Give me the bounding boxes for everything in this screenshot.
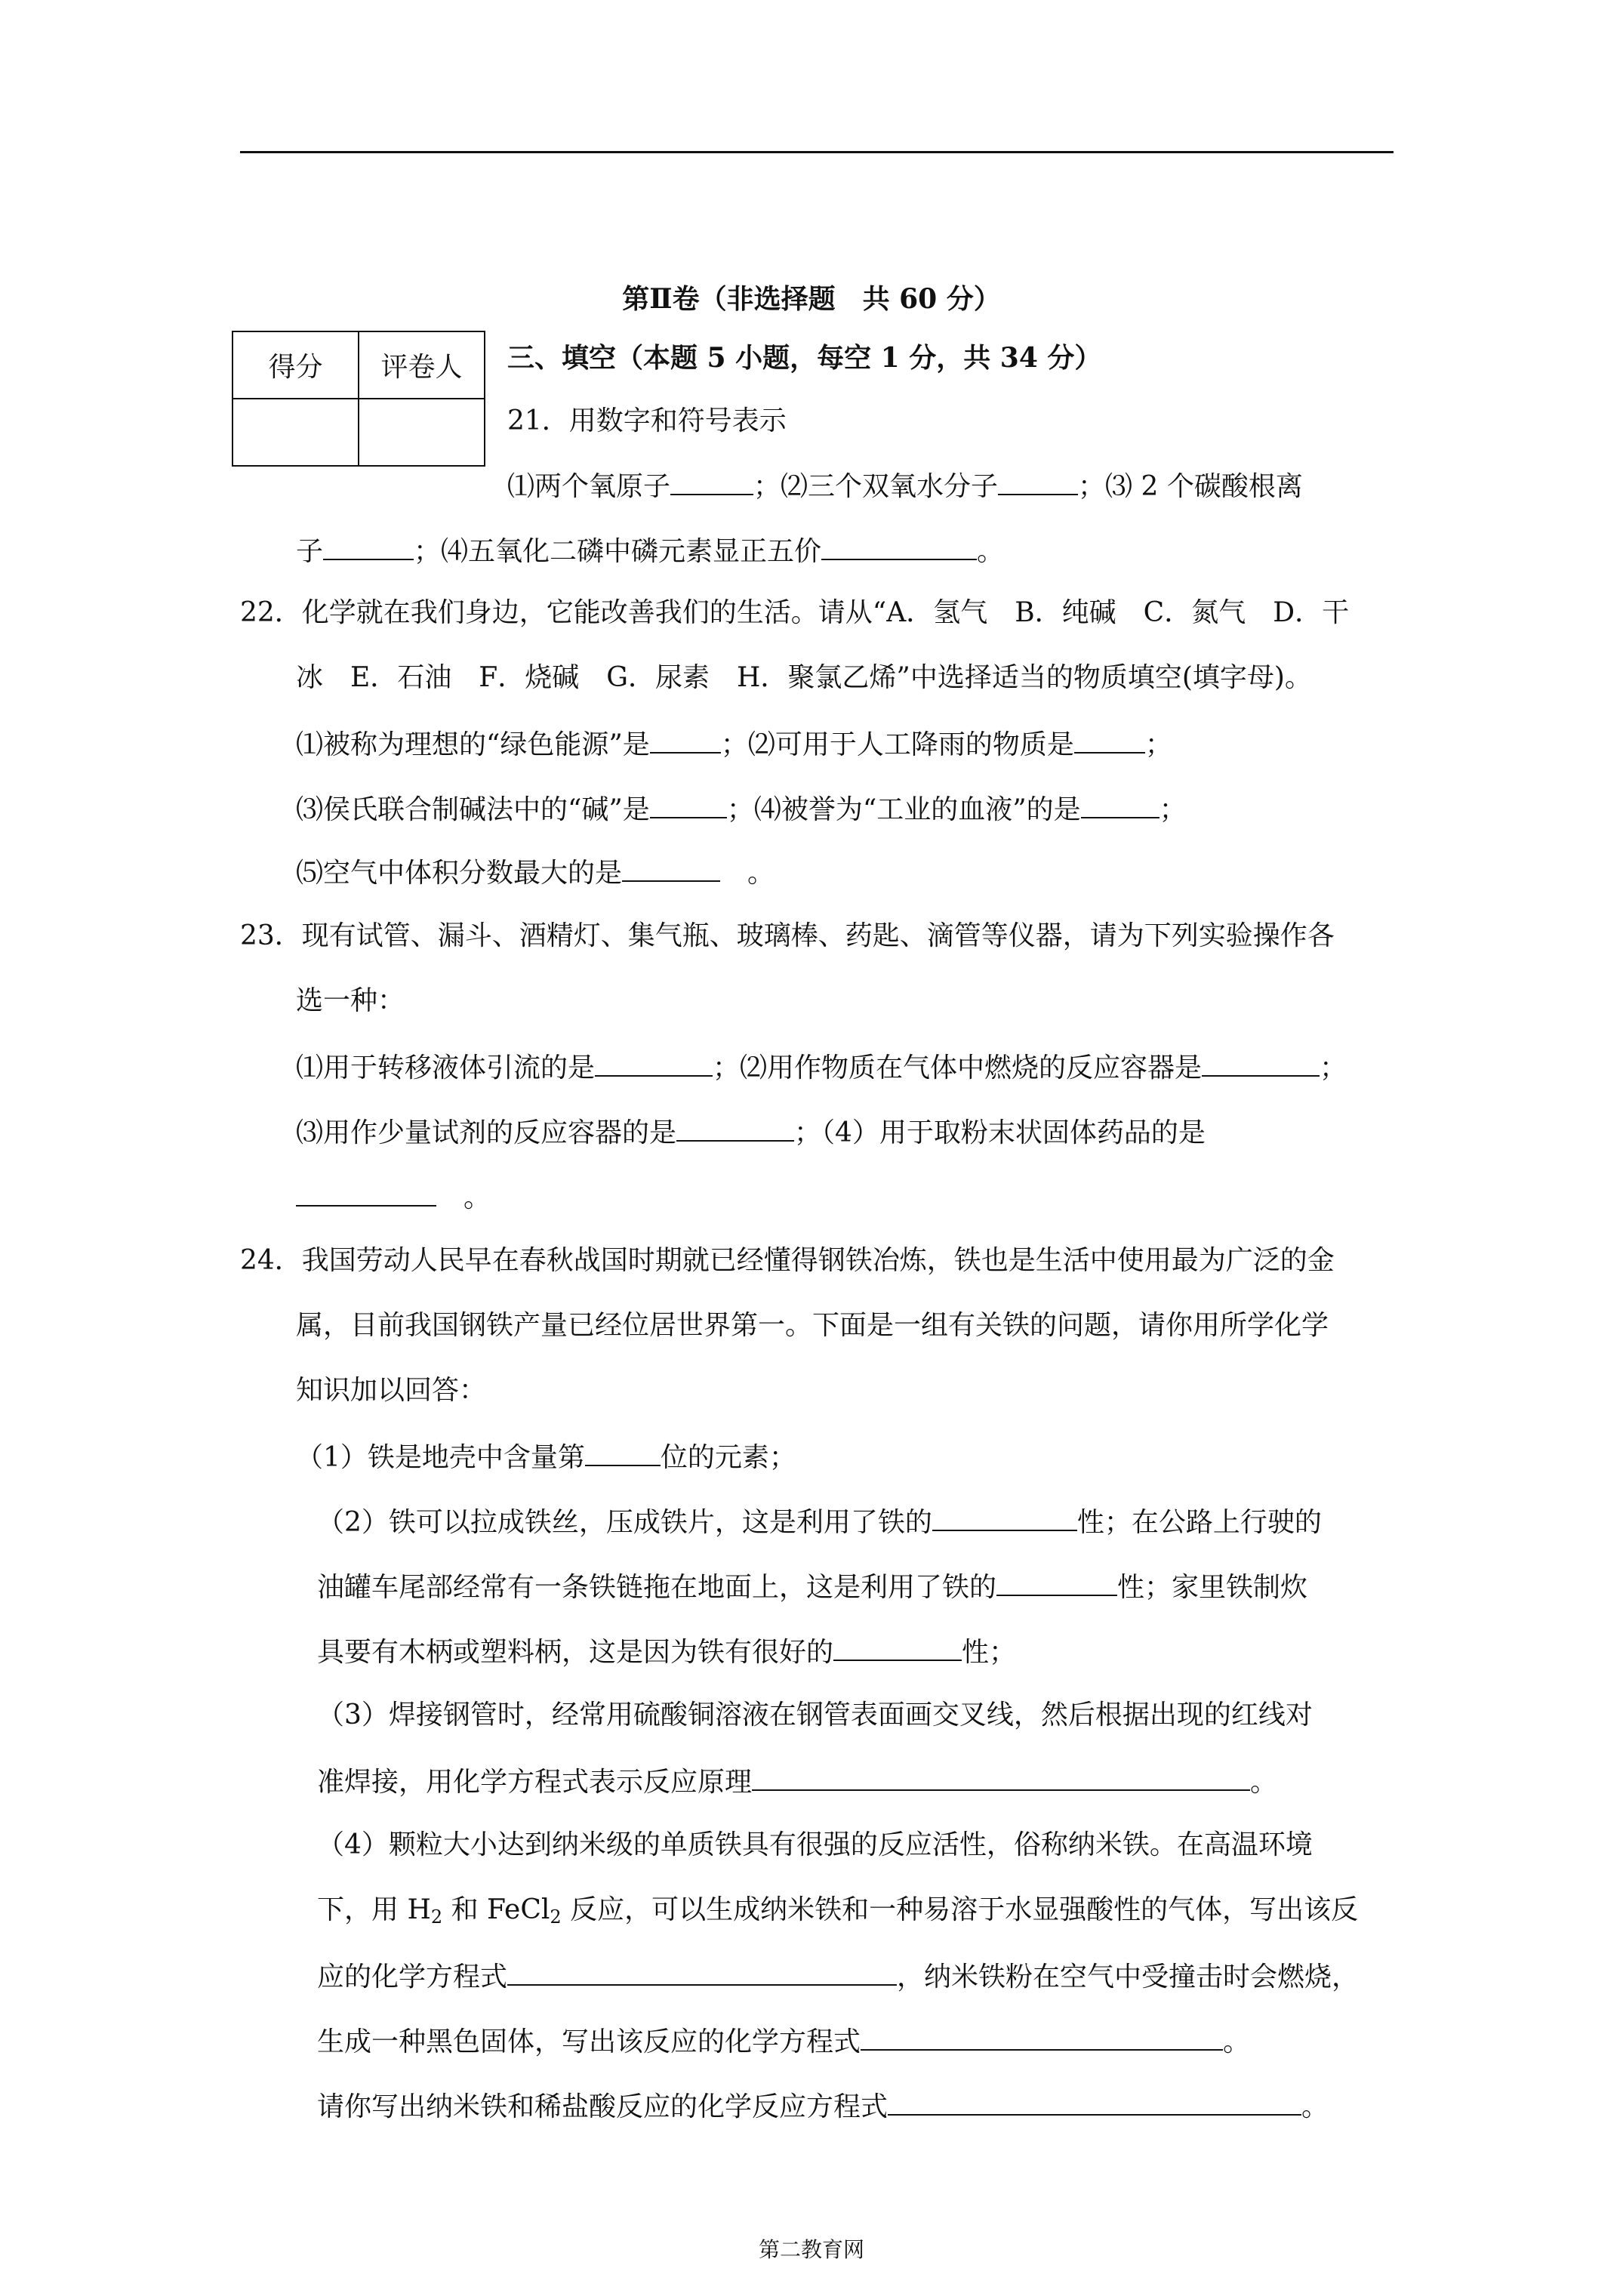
q22-l1c: ； <box>1144 729 1172 760</box>
grade-table <box>232 331 485 467</box>
q24-part2-line3 <box>317 1634 1016 1669</box>
q23-l3b: 。 <box>436 1182 491 1213</box>
q23-stem-2: 选一种： <box>296 985 405 1016</box>
q22-blank-2[interactable] <box>1074 726 1145 754</box>
q23-l1b: ；⑵用作物质在气体中燃烧的反应容器是 <box>713 1052 1203 1083</box>
score-cell[interactable] <box>233 399 359 466</box>
q22-l2b: ；⑷被誉为“工业的血液”的是 <box>726 794 1081 825</box>
q24-p2d: 性；家里铁制炊 <box>1117 1572 1308 1603</box>
q21-line1 <box>507 468 1303 504</box>
q23-stem-1: 23．现有试管、漏斗、酒精灯、集气瓶、玻璃棒、药匙、滴管等仪器，请为下列实验操作各 <box>240 920 1335 951</box>
fecl2-subscript: 2 <box>550 1906 562 1928</box>
q21-line2 <box>296 533 1004 569</box>
q24-p1b: 位的元素； <box>660 1442 796 1473</box>
q22-blank-3[interactable] <box>650 791 727 818</box>
q24-blank-5[interactable] <box>752 1764 1250 1791</box>
q24-stem-1: 24．我国劳动人民早在春秋战国时期就已经懂得钢铁冶炼，铁也是生活中使用最为广泛的金 <box>240 1245 1335 1276</box>
q24-stem-2: 属，目前我国钢铁产量已经位居世界第一。下面是一组有关铁的问题，请你用所学化学 <box>296 1310 1329 1341</box>
q22-line1 <box>296 726 1172 762</box>
q24-p4c1: 应的化学方程式 <box>317 1962 508 1992</box>
q22-line2 <box>296 791 1187 827</box>
q24-stem-3: 知识加以回答： <box>296 1375 487 1406</box>
footer-site: 第二教育网 <box>758 2237 864 2262</box>
q22-l1a: ⑴被称为理想的“绿色能源”是 <box>296 729 650 760</box>
q23-line1 <box>296 1049 1347 1085</box>
q22-l1b: ；⑵可用于人工降雨的物质是 <box>720 729 1074 760</box>
q24-part1 <box>296 1439 796 1475</box>
q21-l1c: ；⑶ 2 个碳酸根离 <box>1078 471 1303 502</box>
q24-p2e: 具要有木柄或塑料柄，这是因为铁有很好的 <box>317 1637 834 1668</box>
q24-p4b2: 和 FeCl <box>442 1894 550 1925</box>
q24-part4-line4 <box>317 2023 1250 2059</box>
q24-p3c: 。 <box>1250 1767 1278 1798</box>
score-label: 得分 <box>233 331 359 399</box>
q24-p4b1: 下，用 H <box>317 1894 431 1925</box>
q24-p4d2: 。 <box>1223 2026 1251 2057</box>
q21-l1a: ⑴两个氧原子 <box>507 471 671 502</box>
section-title: 第Ⅱ卷（非选择题 共 60 分） <box>622 283 1001 315</box>
q24-p4e2: 。 <box>1301 2091 1329 2122</box>
q24-part2-line2 <box>317 1569 1307 1604</box>
grader-label: 评卷人 <box>359 331 485 399</box>
part3-heading: 三、填空（本题 5 小题，每空 1 分，共 34 分） <box>507 342 1102 374</box>
q23-line2 <box>296 1114 1206 1150</box>
q24-blank-1[interactable] <box>585 1439 661 1466</box>
q22-blank-1[interactable] <box>650 726 721 754</box>
q21-l2a: 子 <box>296 536 324 567</box>
q22-blank-5[interactable] <box>622 855 720 882</box>
q21-blank-3[interactable] <box>323 533 414 560</box>
q22-line3 <box>296 855 775 890</box>
q22-l2c: ； <box>1159 794 1187 825</box>
q24-p2b: 性；在公路上行驶的 <box>1076 1507 1322 1538</box>
grader-cell[interactable] <box>359 399 485 466</box>
q24-p2a: （2）铁可以拉成铁丝，压成铁片，这是利用了铁的 <box>317 1507 932 1538</box>
q24-blank-6[interactable] <box>507 1959 897 1986</box>
q24-p4e1: 请你写出纳米铁和稀盐酸反应的化学反应方程式 <box>317 2091 888 2122</box>
q23-blank-3[interactable] <box>676 1114 794 1142</box>
q23-l2b: ；（4）用于取粉末状固体药品的是 <box>794 1117 1206 1148</box>
q21-l2b: ；⑷五氧化二磷中磷元素显正五价 <box>414 536 822 567</box>
q21-blank-2[interactable] <box>998 468 1078 495</box>
q24-blank-4[interactable] <box>833 1634 962 1661</box>
q22-stem-2: 冰 E．石油 F．烧碱 G．尿素 H．聚氯乙烯”中选择适当的物质填空(填字母)。 <box>296 662 1312 693</box>
q24-part4-line2 <box>317 1894 1358 1927</box>
q21-l1b: ；⑵三个双氧水分子 <box>753 471 999 502</box>
q23-l1c: ； <box>1320 1052 1347 1083</box>
q24-blank-7[interactable] <box>861 2023 1223 2051</box>
q24-blank-2[interactable] <box>932 1504 1077 1531</box>
q24-blank-8[interactable] <box>888 2088 1301 2116</box>
q24-p2f: 性； <box>962 1637 1017 1668</box>
q22-stem-1: 22．化学就在我们身边，它能改善我们的生活。请从“A．氢气 B．纯碱 C．氮气 D．干 <box>240 597 1350 628</box>
q21-stem: 21．用数字和符号表示 <box>507 405 787 436</box>
q24-p4b3: 反应，可以生成纳米铁和一种易溶于水显强酸性的气体，写出该反 <box>561 1894 1359 1925</box>
q23-blank-1[interactable] <box>595 1049 713 1077</box>
q23-line3 <box>296 1179 491 1215</box>
q21-blank-1[interactable] <box>670 468 753 495</box>
q21-l2c: 。 <box>977 536 1005 567</box>
q24-part3-line1: （3）焊接钢管时，经常用硫酸铜溶液在钢管表面画交叉线，然后根据出现的红线对 <box>317 1700 1313 1730</box>
q22-l3b: 。 <box>720 858 775 889</box>
q24-p4d1: 生成一种黑色固体，写出该反应的化学方程式 <box>317 2026 861 2057</box>
header-rule <box>240 151 1394 153</box>
h2-subscript: 2 <box>430 1906 443 1928</box>
q22-l3a: ⑸空气中体积分数最大的是 <box>296 858 623 889</box>
q24-p4c2: ，纳米铁粉在空气中受撞击时会燃烧， <box>897 1962 1360 1992</box>
q24-blank-3[interactable] <box>996 1569 1117 1596</box>
q24-part4-line5 <box>317 2088 1329 2124</box>
q24-part2-line1 <box>317 1504 1322 1539</box>
q24-p1a: （1）铁是地壳中含量第 <box>296 1442 585 1473</box>
q22-blank-4[interactable] <box>1081 791 1160 818</box>
q23-l1a: ⑴用于转移液体引流的是 <box>296 1052 596 1083</box>
q23-blank-2[interactable] <box>1202 1049 1320 1077</box>
q24-p3b: 准焊接，用化学方程式表示反应原理 <box>317 1767 753 1798</box>
q24-part4-line3 <box>317 1959 1359 1994</box>
q23-l2a: ⑶用作少量试剂的反应容器的是 <box>296 1117 677 1148</box>
q23-blank-4[interactable] <box>296 1179 436 1207</box>
q22-l2a: ⑶侯氏联合制碱法中的“碱”是 <box>296 794 650 825</box>
q24-part3-line2 <box>317 1764 1277 1799</box>
q21-blank-4[interactable] <box>821 533 977 560</box>
q24-part4-line1: （4）颗粒大小达到纳米级的单质铁具有很强的反应活性，俗称纳米铁。在高温环境 <box>317 1829 1313 1860</box>
q24-p2c: 油罐车尾部经常有一条铁链拖在地面上，这是利用了铁的 <box>317 1572 997 1603</box>
